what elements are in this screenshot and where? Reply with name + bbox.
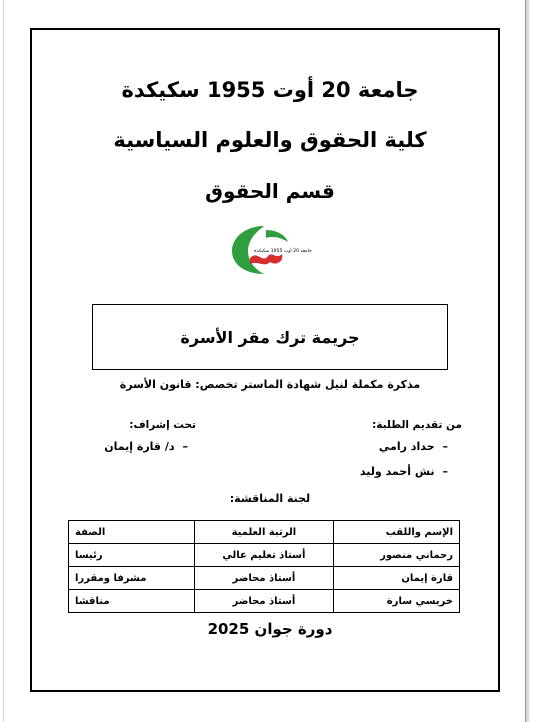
bullet-dash: – bbox=[442, 465, 448, 478]
supervisor-item bbox=[104, 440, 188, 453]
member-name: خريسي سارة bbox=[334, 590, 460, 613]
student-name: حداد رامي bbox=[378, 440, 435, 453]
header-name: الإسم واللقب bbox=[334, 521, 460, 544]
table-row bbox=[69, 590, 460, 613]
student-item bbox=[379, 440, 448, 453]
supervisor-name: د/ قارة إيمان bbox=[104, 440, 175, 453]
member-rank: أستاذ محاضر bbox=[194, 590, 333, 613]
faculty-name: كلية الحقوق والعلوم السياسية bbox=[113, 128, 427, 152]
department-name: قسم الحقوق bbox=[205, 179, 335, 203]
university-name: جامعة 20 أوت 1955 سكيكدة bbox=[121, 78, 419, 102]
header-rank: الرتبة العلمية bbox=[194, 521, 333, 544]
table-header-row bbox=[69, 521, 460, 544]
table-row bbox=[69, 567, 460, 590]
member-name: رحماني منصور bbox=[334, 544, 460, 567]
member-name: قارة إيمان bbox=[334, 567, 460, 590]
students-heading: من تقديم الطلبة: bbox=[372, 419, 462, 431]
page-shadow bbox=[526, 0, 530, 722]
student-item bbox=[360, 465, 448, 478]
member-rank: أستاذ تعليم عالي bbox=[194, 544, 333, 567]
university-logo bbox=[226, 220, 312, 278]
bullet-dash: – bbox=[182, 440, 188, 453]
page-edge-right bbox=[525, 0, 526, 722]
bullet-dash: – bbox=[442, 440, 448, 453]
thesis-title-box bbox=[92, 304, 448, 370]
committee-table bbox=[68, 520, 460, 613]
student-name: نش أحمد وليد bbox=[359, 465, 435, 478]
member-role: مشرفا ومقررا bbox=[69, 567, 195, 590]
supervisor-heading: تحت إشراف: bbox=[129, 419, 196, 431]
member-rank: أستاذ محاضر bbox=[194, 567, 333, 590]
committee-heading: لجنة المناقشة: bbox=[229, 492, 311, 505]
logo-caption: جامعة 20 أوت 1955 سكيكدة bbox=[254, 249, 312, 254]
table-row bbox=[69, 544, 460, 567]
member-role: مناقشا bbox=[69, 590, 195, 613]
page-edge-left bbox=[3, 0, 4, 722]
header-role: الصفة bbox=[69, 521, 195, 544]
member-role: رئيسا bbox=[69, 544, 195, 567]
thesis-title: جريمة ترك مقر الأسرة bbox=[180, 327, 360, 347]
memo-description: مذكرة مكملة لنيل شهادة الماستر تخصص: قانون الأسرة bbox=[119, 378, 421, 391]
session-label: دورة جوان 2025 bbox=[207, 620, 333, 638]
